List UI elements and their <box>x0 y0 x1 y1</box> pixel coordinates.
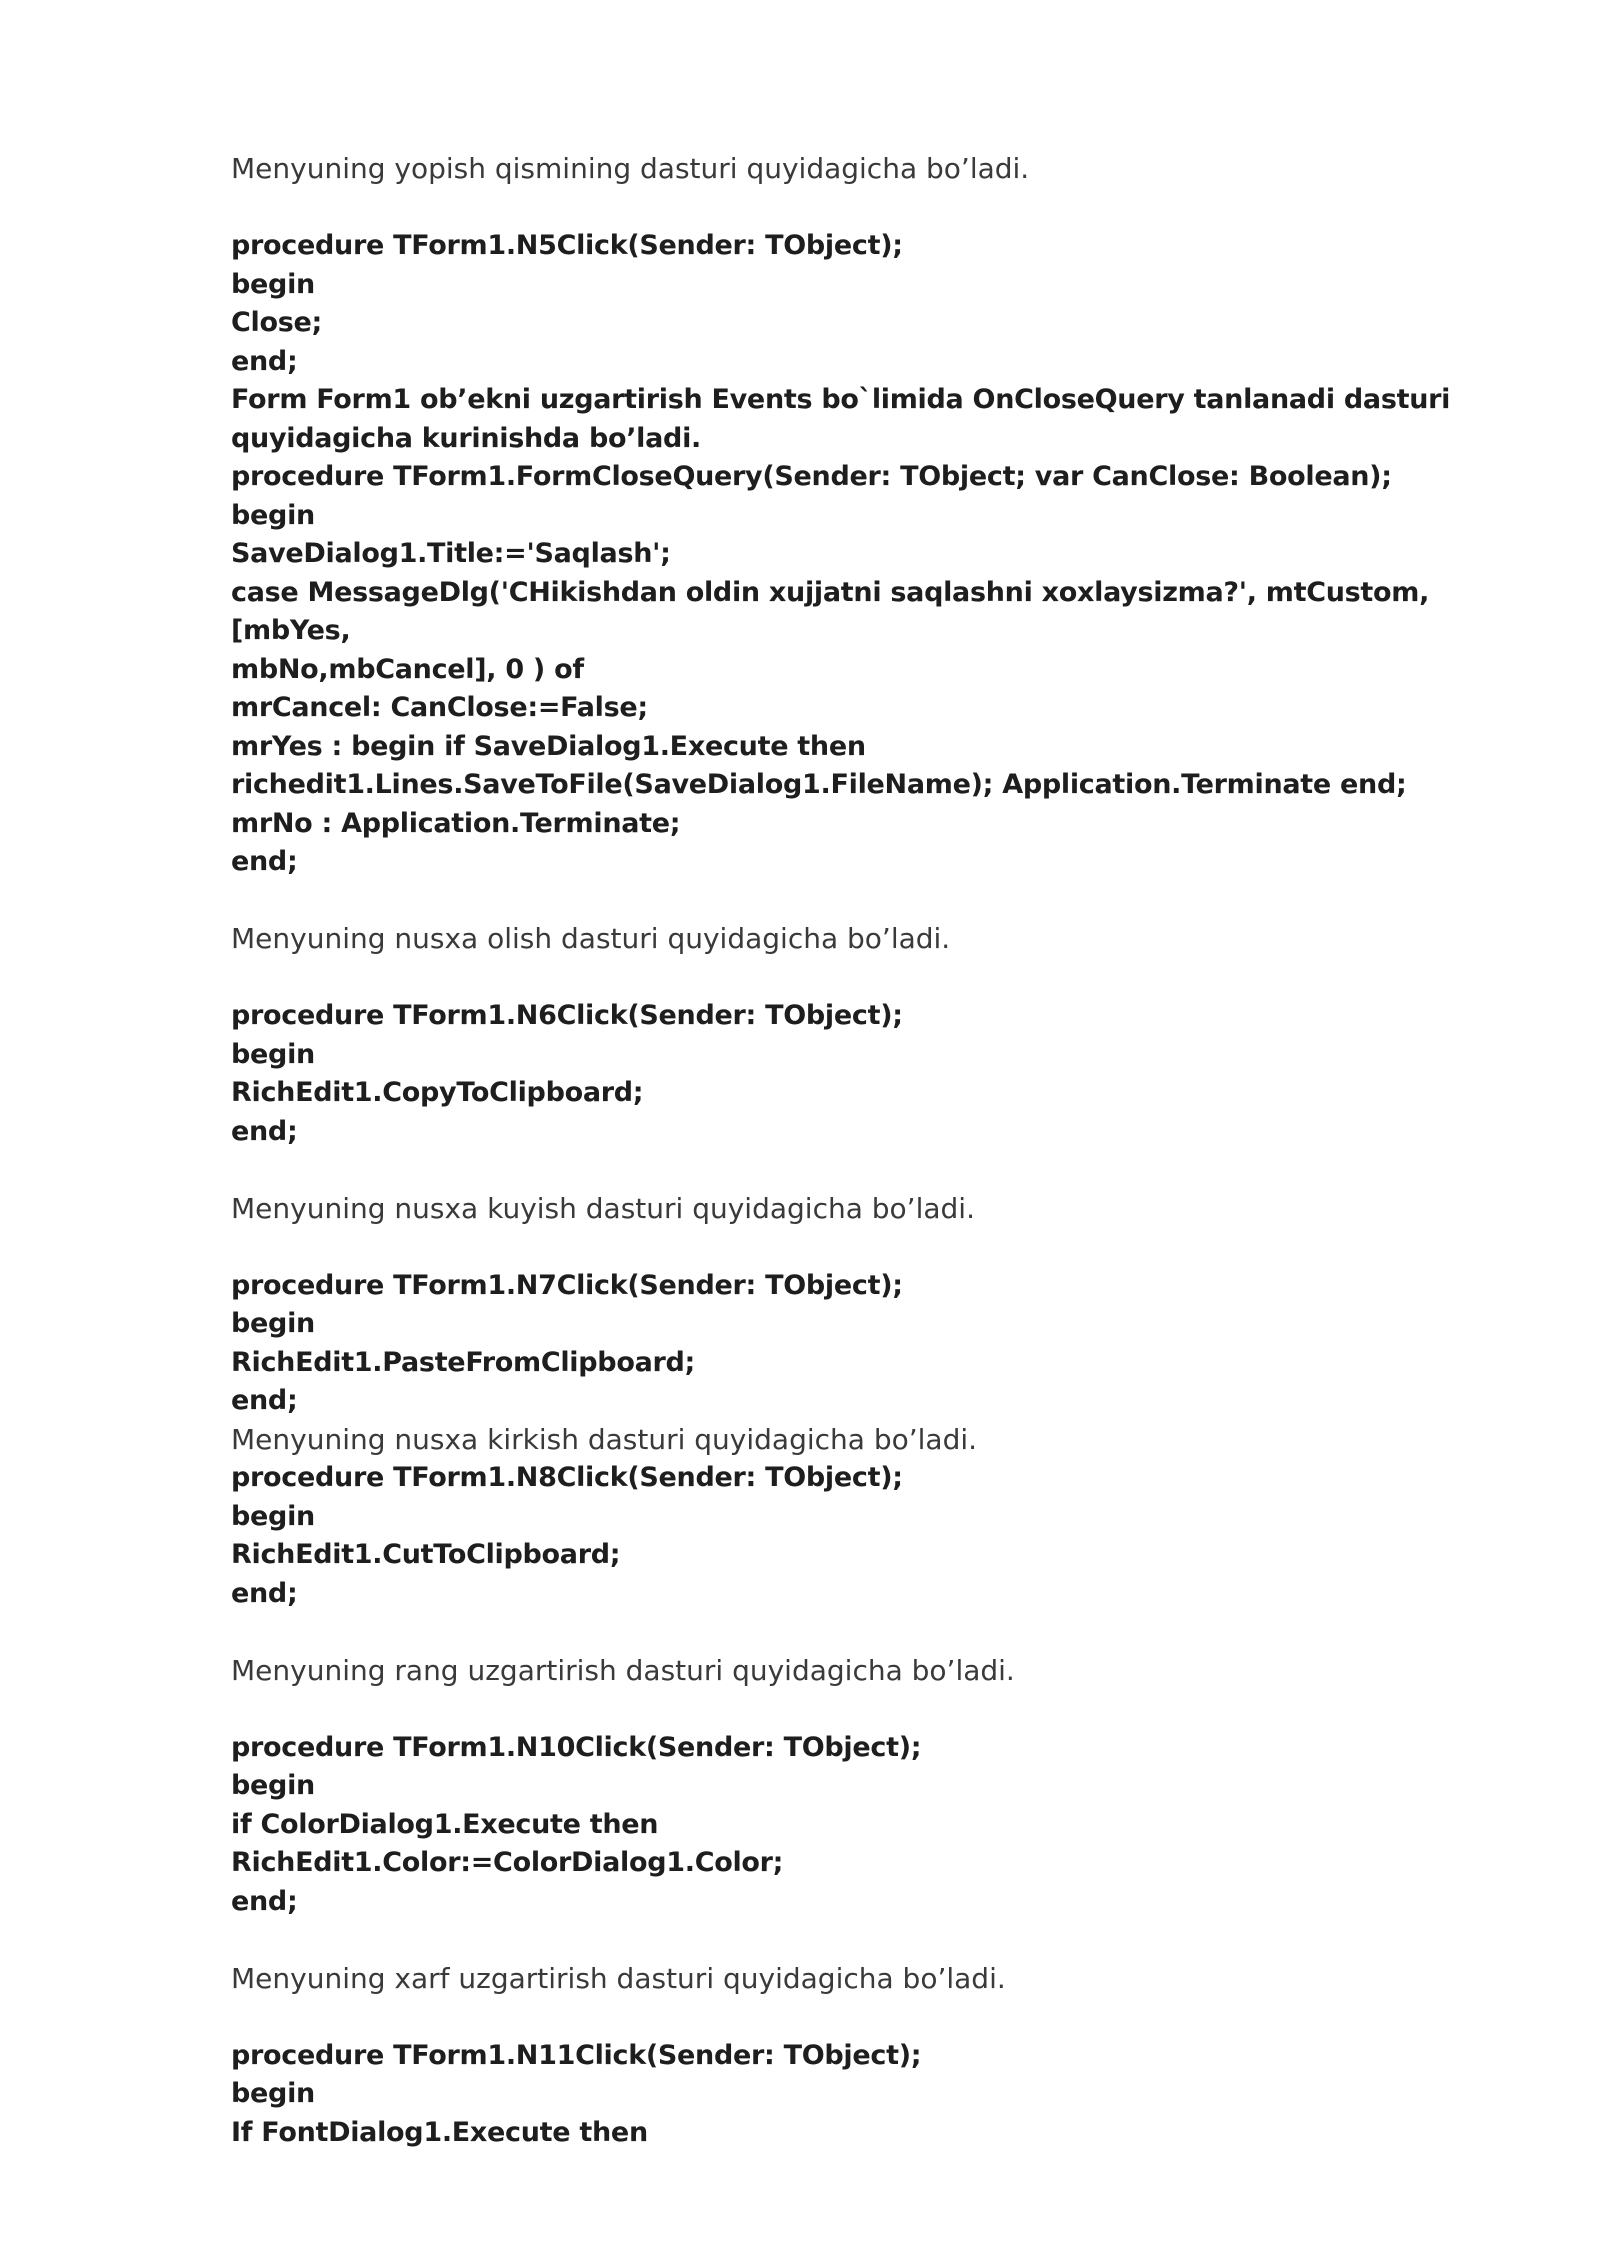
blank-line <box>231 189 1531 228</box>
blank-line <box>231 882 1531 921</box>
prose-line: Menyuning nusxa kuyish dasturi quyidagicha bo’ladi. <box>231 1191 975 1225</box>
code-line: Close; <box>231 307 322 338</box>
code-line: end; <box>231 1885 298 1917</box>
code-line: begin <box>231 268 315 300</box>
code-line: procedure TForm1.FormCloseQuery(Sender: TObject; var CanClose: Boolean); <box>231 461 1392 492</box>
code-line: if ColorDialog1.Execute then <box>231 1808 659 1840</box>
code-line: begin <box>231 1038 315 1070</box>
code-line: Form Form1 ob’ekni uzgartirish Events bo`limida OnCloseQuery tanlanadi dasturi <box>231 384 1451 415</box>
blank-line <box>231 1151 1531 1190</box>
code-line: mrCancel: CanClose:=False; <box>231 692 648 723</box>
code-line: quyidagicha kurinishda bo’ladi. <box>231 422 701 454</box>
code-line: end; <box>231 846 298 877</box>
document-body <box>231 150 1531 2152</box>
code-line: RichEdit1.PasteFromClipboard; <box>231 1346 696 1378</box>
prose-line: Menyuning nusxa olish dasturi quyidagicha bo’ladi. <box>231 922 951 955</box>
code-line: case MessageDlg('CHikishdan oldin xujjatni saqlashni xoxlaysizma?', mtCustom, [mbYes, <box>231 576 1439 646</box>
prose-line: Menyuning yopish qismining dasturi quyidagicha bo’ladi. <box>231 152 1030 185</box>
code-line: procedure TForm1.N5Click(Sender: TObject); <box>231 230 903 261</box>
blank-line <box>231 1228 1531 1267</box>
code-line: begin <box>231 499 315 531</box>
blank-line <box>231 1921 1531 1960</box>
code-line: end; <box>231 1385 298 1416</box>
prose-line: Menyuning nusxa kirkish dasturi quyidagicha bo’ladi. <box>231 1422 978 1456</box>
prose-line: Menyuning xarf uzgartirish dasturi quyidagicha bo’ladi. <box>231 1961 1006 1995</box>
blank-line <box>231 959 1531 998</box>
code-line: procedure TForm1.N7Click(Sender: TObject); <box>231 1269 903 1301</box>
code-line: end; <box>231 1115 298 1147</box>
code-line: procedure TForm1.N8Click(Sender: TObject); <box>231 1462 903 1493</box>
code-line: begin <box>231 1308 315 1339</box>
code-line: begin <box>231 1770 315 1801</box>
blank-line <box>231 1690 1531 1729</box>
code-line: richedit1.Lines.SaveToFile(SaveDialog1.FileName); Application.Terminate end; <box>231 769 1407 800</box>
code-line: RichEdit1.CopyToClipboard; <box>231 1077 644 1108</box>
code-line: RichEdit1.Color:=ColorDialog1.Color; <box>231 1847 784 1878</box>
code-line: procedure TForm1.N10Click(Sender: TObject); <box>231 1731 922 1763</box>
code-line: mrNo : Application.Terminate; <box>231 807 681 839</box>
blank-line <box>231 1998 1531 2037</box>
code-line: end; <box>231 345 298 377</box>
code-line: mrYes : begin if SaveDialog1.Execute then <box>231 730 866 762</box>
code-line: procedure TForm1.N6Click(Sender: TObject); <box>231 1000 903 1031</box>
code-line: RichEdit1.CutToClipboard; <box>231 1539 621 1570</box>
code-line: begin <box>231 1500 315 1532</box>
prose-line: Menyuning rang uzgartirish dasturi quyidagicha bo’ladi. <box>231 1653 1015 1687</box>
code-line: procedure TForm1.N11Click(Sender: TObject); <box>231 2039 922 2071</box>
blank-line <box>231 1613 1531 1652</box>
code-line: begin <box>231 2078 315 2109</box>
code-line: If FontDialog1.Execute then <box>231 2116 648 2148</box>
code-line: end; <box>231 1577 298 1609</box>
code-line: SaveDialog1.Title:='Saqlash'; <box>231 538 671 569</box>
code-line: mbNo,mbCancel], 0 ) of <box>231 653 584 685</box>
